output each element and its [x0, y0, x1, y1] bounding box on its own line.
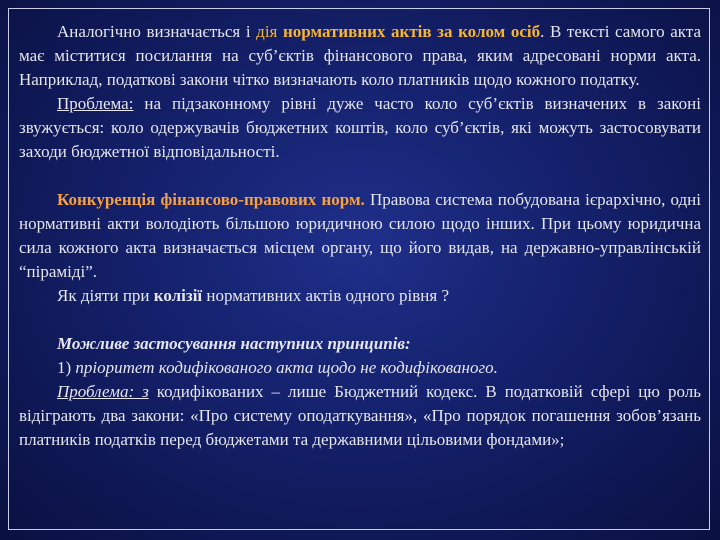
- slide-content: [19, 20, 701, 452]
- paragraph-problem-1: [19, 92, 701, 164]
- paragraph-action-by-persons: [19, 20, 701, 92]
- spacer: [19, 164, 701, 188]
- highlight-competition: Конкуренція фінансово-правових норм.: [57, 190, 365, 209]
- problem-label: Проблема:: [57, 94, 134, 113]
- paragraph-competition: [19, 188, 701, 284]
- paragraph-problem-2: [19, 380, 701, 452]
- paragraph-principles-heading: [19, 332, 701, 356]
- paragraph-collision-question: [19, 284, 701, 308]
- text-span: Як діяти при: [57, 286, 154, 305]
- text-span: на підзаконному рівні дуже часто коло суб’єктів визначених в законі звужується: коло одержувачів бюджетних коштів, коло суб’єктів, які можуть застосовувати заходи бюджетної відповідальності.: [19, 94, 701, 161]
- bold-collision: колізії: [153, 286, 203, 305]
- highlight-normative-acts: нормативних актів за колом осіб: [282, 22, 541, 41]
- principle-text: пріоритет кодифікованого акта щодо не кодифікованого.: [75, 358, 498, 377]
- paragraph-principle-1: [19, 356, 701, 380]
- text-span: Правова система побудована ієрархічно, одні нормативні акти володіють більшою юридичною силою щодо інших. При цьому юридична сила кожного акта визначається місцем органу, що його видав, на державно-управлінській “піраміді”.: [19, 190, 701, 281]
- list-number: 1): [57, 358, 76, 377]
- highlight-action: дія: [256, 22, 278, 41]
- spacer: [19, 308, 701, 332]
- problem-label: Проблема: з: [57, 382, 149, 401]
- text-span: Аналогічно визначається і: [57, 22, 257, 41]
- text-span: . В тексті самого акта має міститися посилання на суб’єктів фінансового права, яким адресовані норми акта. Наприклад, податкові закони чітко визначають коло платників щодо кожного податку.: [19, 22, 701, 89]
- text-span: нормативних актів одного рівня ?: [202, 286, 450, 305]
- text-span: кодифікованих – лише Бюджетний кодекс. В податковій сфері цю роль відіграють два закони: «Про систему оподаткування», «Про порядок погашення зобов’язань платників податків перед бюджетами та державними цільовими фондами»;: [19, 382, 701, 449]
- principles-heading: Можливе застосування наступних принципів:: [57, 334, 411, 353]
